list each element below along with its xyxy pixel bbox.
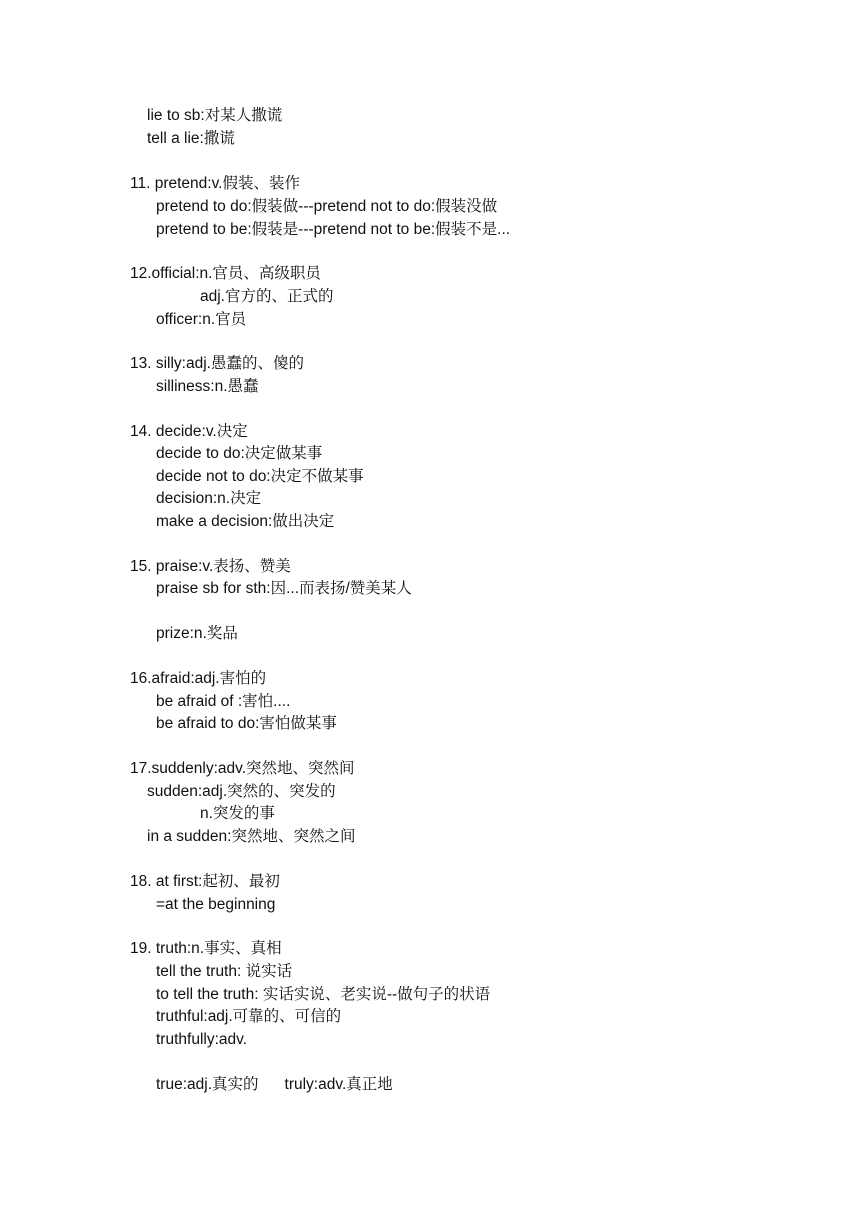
entry-truly: truly:adv.真正地 bbox=[284, 1076, 393, 1093]
entry-sudden-adj: sudden:adj.突然的、突发的 bbox=[147, 783, 336, 800]
heading-18-at-first: 18. at first:起初、最初 bbox=[130, 873, 280, 890]
entry-tell-a-lie: tell a lie:撒谎 bbox=[147, 130, 235, 147]
entry-lie-to-sb: lie to sb:对某人撒谎 bbox=[147, 107, 283, 124]
entry-to-tell-the-truth: to tell the truth: 实话实说、老实说--做句子的状语 bbox=[156, 986, 491, 1003]
entry-praise-sb-for-sth: praise sb for sth:因...而表扬/赞美某人 bbox=[156, 580, 412, 597]
entry-tell-the-truth: tell the truth: 说实话 bbox=[156, 963, 293, 980]
entry-be-afraid-of: be afraid of :害怕.... bbox=[156, 693, 291, 710]
heading-12-official: 12.official:n.官员、高级职员 bbox=[130, 265, 321, 282]
entry-pretend-to-do: pretend to do:假装做---pretend not to do:假装没做 bbox=[156, 198, 498, 215]
entry-in-a-sudden: in a sudden:突然地、突然之间 bbox=[147, 828, 356, 845]
heading-13-silly: 13. silly:adj.愚蠢的、傻的 bbox=[130, 355, 304, 372]
heading-19-truth: 19. truth:n.事实、真相 bbox=[130, 940, 282, 957]
entry-make-a-decision: make a decision:做出决定 bbox=[156, 513, 335, 530]
entry-be-afraid-to-do: be afraid to do:害怕做某事 bbox=[156, 715, 337, 732]
entry-truthfully: truthfully:adv. bbox=[156, 1031, 248, 1048]
entry-true: true:adj.真实的 bbox=[156, 1076, 259, 1093]
entry-at-the-beginning: =at the beginning bbox=[156, 896, 276, 913]
entry-truthful: truthful:adj.可靠的、可信的 bbox=[156, 1008, 342, 1025]
entry-prize: prize:n.奖品 bbox=[156, 625, 238, 642]
heading-11-pretend: 11. pretend:v.假装、装作 bbox=[130, 175, 300, 192]
entry-decide-to-do: decide to do:决定做某事 bbox=[156, 445, 323, 462]
heading-15-praise: 15. praise:v.表扬、赞美 bbox=[130, 558, 291, 575]
heading-16-afraid: 16.afraid:adj.害怕的 bbox=[130, 670, 267, 687]
entry-official-adj: adj.官方的、正式的 bbox=[200, 288, 334, 305]
entry-officer: officer:n.官员 bbox=[156, 311, 247, 328]
heading-17-suddenly: 17.suddenly:adv.突然地、突然间 bbox=[130, 760, 355, 777]
entry-decide-not-to-do: decide not to do:决定不做某事 bbox=[156, 468, 364, 485]
entry-true-truly bbox=[156, 1074, 393, 1096]
entry-decision: decision:n.决定 bbox=[156, 490, 262, 507]
entry-pretend-to-be: pretend to be:假装是---pretend not to be:假装不是... bbox=[156, 221, 511, 238]
entry-silliness: silliness:n.愚蠢 bbox=[156, 378, 259, 395]
heading-14-decide: 14. decide:v.决定 bbox=[130, 423, 248, 440]
entry-sudden-noun: n.突发的事 bbox=[200, 805, 275, 822]
